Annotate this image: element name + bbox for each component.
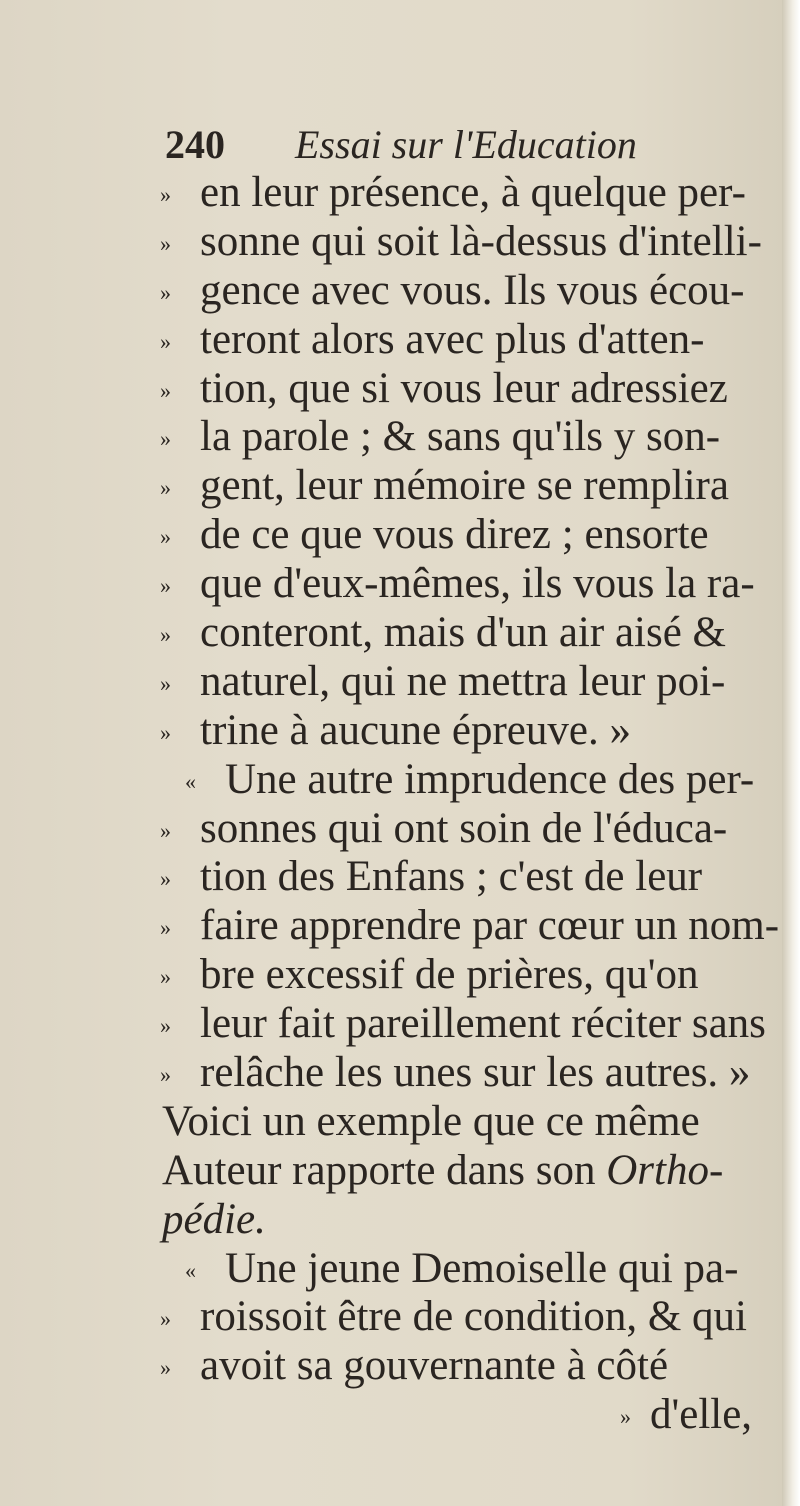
quote-mark: » bbox=[160, 279, 171, 305]
page-edge bbox=[782, 0, 800, 1506]
catchword: d'elle, bbox=[650, 1391, 753, 1439]
text-line bbox=[0, 1049, 782, 1098]
text-line bbox=[0, 1196, 782, 1245]
line-text: tion, que si vous leur adressiez bbox=[200, 364, 728, 412]
quote-mark: » bbox=[160, 1013, 171, 1039]
text-line bbox=[0, 1000, 782, 1049]
line-text: faire apprendre par cœur un nom- bbox=[200, 902, 780, 950]
quote-mark: » bbox=[160, 475, 171, 501]
quote-mark: » bbox=[160, 230, 171, 256]
text-line bbox=[0, 462, 782, 511]
quote-mark: » bbox=[160, 670, 171, 696]
text-line bbox=[0, 1293, 782, 1342]
text-line bbox=[0, 511, 782, 560]
quote-mark: » bbox=[160, 426, 171, 452]
body-text bbox=[0, 169, 782, 1440]
text-line bbox=[0, 316, 782, 365]
line-text bbox=[162, 1147, 723, 1196]
text-line bbox=[0, 1147, 782, 1196]
text-line bbox=[0, 218, 782, 267]
text-line bbox=[0, 169, 782, 218]
text-line bbox=[0, 365, 782, 414]
text-line bbox=[0, 1342, 782, 1391]
running-title: Essai sur l'Education bbox=[295, 122, 637, 167]
line-text: naturel, qui ne mettra leur poi- bbox=[200, 657, 726, 705]
line-text: gent, leur mémoire se remplira bbox=[200, 462, 729, 510]
quote-mark: » bbox=[160, 328, 171, 354]
line-text: roissoit être de condition, & qui bbox=[200, 1293, 747, 1341]
line-text: sonne qui soit là-dessus d'intelli- bbox=[200, 217, 762, 265]
line-text: bre excessif de prières, qu'on bbox=[200, 951, 699, 999]
text-line bbox=[0, 805, 782, 854]
quote-mark: » bbox=[160, 524, 171, 550]
line-text: la parole ; & sans qu'ils y son- bbox=[200, 413, 721, 461]
quote-mark: » bbox=[160, 182, 171, 207]
text-line bbox=[0, 707, 782, 756]
paragraph-start-line bbox=[0, 1245, 782, 1294]
quote-mark: » bbox=[160, 1355, 171, 1381]
book-title-italic: Ortho- bbox=[606, 1146, 724, 1194]
catchword-line bbox=[0, 1391, 782, 1440]
quote-mark: » bbox=[620, 1404, 631, 1430]
line-text: Voici un exemple que ce même bbox=[162, 1097, 700, 1145]
quote-mark: » bbox=[160, 622, 171, 648]
quote-mark: » bbox=[160, 573, 171, 599]
paragraph-start-line bbox=[0, 756, 782, 805]
line-text: Une jeune Demoiselle qui pa- bbox=[225, 1244, 739, 1292]
line-text: relâche les unes sur les autres. » bbox=[200, 1049, 751, 1097]
line-text: que d'eux-mêmes, ils vous la ra- bbox=[200, 560, 755, 608]
line-text: Une autre imprudence des per- bbox=[225, 755, 755, 803]
quote-mark: » bbox=[160, 866, 171, 892]
text-line bbox=[0, 560, 782, 609]
quote-mark: » bbox=[160, 719, 171, 745]
text-line bbox=[0, 902, 782, 951]
line-text: trine à aucune épreuve. » bbox=[200, 706, 631, 754]
quote-mark: » bbox=[160, 1062, 171, 1088]
quote-mark: « bbox=[185, 1257, 196, 1283]
line-text: tion des Enfans ; c'est de leur bbox=[200, 853, 703, 901]
page-header bbox=[165, 120, 637, 170]
text-line bbox=[0, 951, 782, 1000]
text-line bbox=[0, 609, 782, 658]
line-text: teront alors avec plus d'atten- bbox=[200, 315, 705, 363]
page-number: 240 bbox=[165, 122, 225, 167]
quote-mark: » bbox=[160, 377, 171, 403]
text-line bbox=[0, 853, 782, 902]
line-text: gence avec vous. Ils vous écou- bbox=[200, 266, 745, 314]
text-line bbox=[0, 658, 782, 707]
quote-mark: » bbox=[160, 817, 171, 843]
line-text: de ce que vous direz ; ensorte bbox=[200, 511, 709, 559]
text-line bbox=[0, 1098, 782, 1147]
line-text: sonnes qui ont soin de l'éduca- bbox=[200, 804, 728, 852]
quote-mark: » bbox=[160, 964, 171, 990]
line-text: conteront, mais d'un air aisé & bbox=[200, 609, 726, 657]
line-text-roman: Auteur rapporte dans son bbox=[162, 1146, 607, 1194]
line-text: avoit sa gouvernante à côté bbox=[200, 1342, 669, 1390]
quote-mark: « bbox=[185, 768, 196, 794]
quote-mark: » bbox=[160, 1306, 171, 1332]
quote-mark: » bbox=[160, 915, 171, 941]
line-text: leur fait pareillement réciter sans bbox=[200, 1000, 766, 1048]
line-text: en leur présence, à quelque per- bbox=[200, 169, 746, 216]
text-line bbox=[0, 413, 782, 462]
book-title-italic: pédie. bbox=[162, 1195, 266, 1243]
text-line bbox=[0, 267, 782, 316]
